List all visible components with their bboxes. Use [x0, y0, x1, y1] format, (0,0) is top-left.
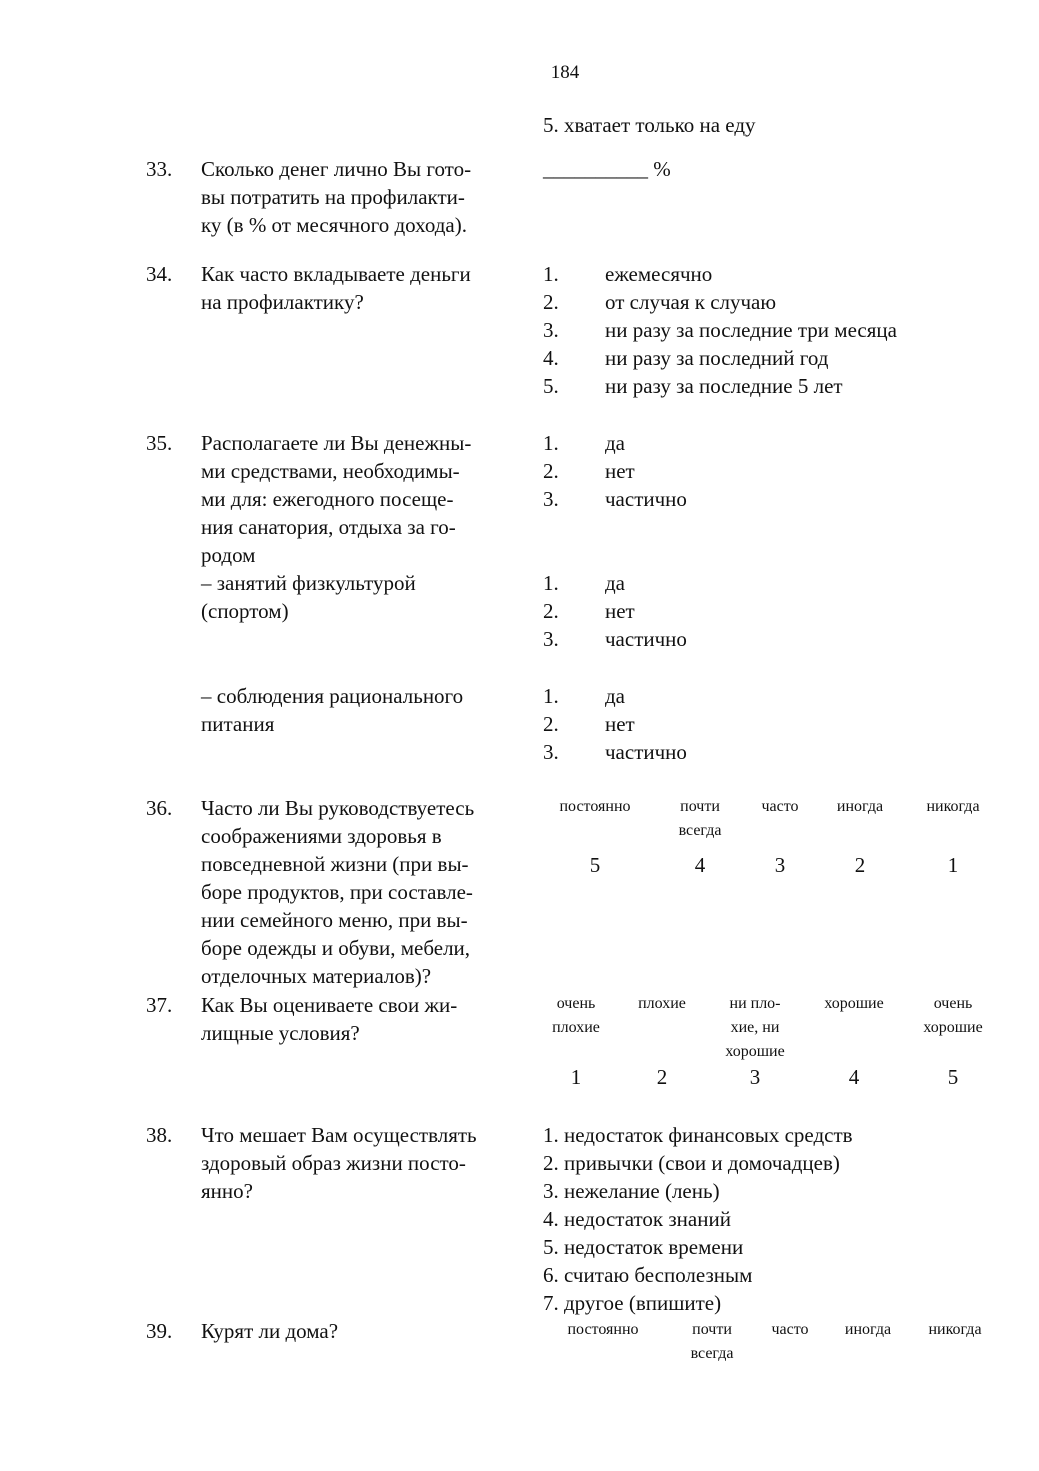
- option-item[interactable]: [543, 569, 843, 597]
- option-number: 3.: [543, 318, 559, 342]
- scale-label: никогда: [928, 1321, 982, 1338]
- scale-label: хие, ни: [730, 1019, 780, 1036]
- scale-value[interactable]: 3: [749, 1065, 761, 1089]
- question-37-number: 37.: [146, 993, 173, 1017]
- option-item[interactable]: [543, 625, 843, 653]
- question-35-number: 35.: [146, 431, 173, 455]
- option-number: 3.: [543, 627, 559, 651]
- question-line: ку (в % от месячного дохода).: [201, 213, 467, 237]
- option-number: 2.: [543, 459, 559, 483]
- question-33-text: [201, 155, 471, 239]
- scale-label: ни пло-: [729, 995, 781, 1012]
- question-line: вы потратить на профилакти-: [201, 185, 465, 209]
- option-label: частично: [605, 627, 687, 651]
- question-line: Как Вы оцениваете свои жи-: [201, 993, 458, 1017]
- option-label: ни разу за последний год: [605, 346, 829, 370]
- option-number: 3.: [543, 740, 559, 764]
- option-number: 1.: [543, 431, 559, 455]
- scale-value[interactable]: 5: [589, 853, 601, 877]
- question-line: ми для: ежегодного посеще-: [201, 487, 454, 511]
- question-38-text: [201, 1121, 477, 1205]
- option-label: нет: [605, 459, 635, 483]
- option-number: 1.: [543, 684, 559, 708]
- question-line: (спортом): [201, 599, 289, 623]
- question-line: Сколько денег лично Вы гото-: [201, 157, 472, 181]
- option-item[interactable]: 4. недостаток знаний: [543, 1207, 731, 1231]
- scale-value[interactable]: 1: [947, 853, 959, 877]
- scale-value[interactable]: 2: [854, 853, 866, 877]
- scale-label: плохие: [552, 1019, 600, 1036]
- question-39-number: 39.: [146, 1319, 173, 1343]
- option-item[interactable]: 6. считаю бесполезным: [543, 1263, 753, 1287]
- question-line: Располагаете ли Вы денежны-: [201, 431, 472, 455]
- option-item[interactable]: [543, 372, 1003, 400]
- scale-label: очень: [556, 995, 596, 1012]
- option-number: 1.: [543, 262, 559, 286]
- page-number: 184: [550, 62, 580, 83]
- scale-label: иногда: [836, 798, 884, 815]
- question-35-subtext: [201, 682, 463, 738]
- option-label: ни разу за последние 5 лет: [605, 374, 843, 398]
- question-36-text: [201, 794, 474, 990]
- scale-label: всегда: [690, 1345, 734, 1362]
- question-line: на профилактику?: [201, 290, 364, 314]
- scale-label: всегда: [678, 822, 722, 839]
- option-item[interactable]: 2. привычки (свои и домочадцев): [543, 1151, 840, 1175]
- scale-label: очень: [933, 995, 973, 1012]
- question-35-options-a: [543, 429, 843, 513]
- scale-label: часто: [771, 1321, 809, 1338]
- scale-label: никогда: [926, 798, 980, 815]
- question-line: повседневной жизни (при вы-: [201, 852, 469, 876]
- question-line: боре одежды и обуви, мебели,: [201, 936, 471, 960]
- question-line: – занятий физкультурой: [201, 571, 416, 595]
- option-number: 5.: [543, 374, 559, 398]
- option-label: да: [605, 571, 626, 595]
- question-line: Что мешает Вам осуществлять: [201, 1123, 477, 1147]
- option-number: 2.: [543, 290, 559, 314]
- question-line: лищные условия?: [201, 1021, 360, 1045]
- question-37-text: [201, 991, 457, 1047]
- scale-value[interactable]: 5: [947, 1065, 959, 1089]
- scale-label: хорошие: [725, 1043, 785, 1060]
- question-line: ния санатория, отдыха за го-: [201, 515, 456, 539]
- scale-label: хорошие: [923, 1019, 983, 1036]
- option-item[interactable]: [543, 738, 843, 766]
- carryover-option: 5. хватает только на еду: [543, 113, 756, 137]
- question-line: здоровый образ жизни посто-: [201, 1151, 466, 1175]
- question-line: Часто ли Вы руководствуетесь: [201, 796, 475, 820]
- question-line: питания: [201, 712, 275, 736]
- option-label: частично: [605, 487, 687, 511]
- option-item[interactable]: [543, 457, 843, 485]
- option-label: да: [605, 431, 626, 455]
- option-item[interactable]: 5. недостаток времени: [543, 1235, 744, 1259]
- question-line: ми средствами, необходимы-: [201, 459, 460, 483]
- option-item[interactable]: [543, 288, 1003, 316]
- option-number: 3.: [543, 487, 559, 511]
- option-label: ни разу за последние три месяца: [605, 318, 897, 342]
- question-line: Как часто вкладываете деньги: [201, 262, 471, 286]
- scale-label: хорошие: [824, 995, 884, 1012]
- question-39-text: [201, 1317, 338, 1345]
- question-line: родом: [201, 543, 256, 567]
- option-item[interactable]: [543, 597, 843, 625]
- question-line: нии семейного меню, при вы-: [201, 908, 468, 932]
- question-36-number: 36.: [146, 796, 173, 820]
- scale-value[interactable]: 1: [570, 1065, 582, 1089]
- option-number: 4.: [543, 346, 559, 370]
- option-number: 2.: [543, 599, 559, 623]
- option-item[interactable]: 1. недостаток финансовых средств: [543, 1123, 853, 1147]
- question-38-options: [543, 1121, 1003, 1317]
- option-label: частично: [605, 740, 687, 764]
- question-33-number: 33.: [146, 157, 173, 181]
- option-item[interactable]: 3. нежелание (лень): [543, 1179, 720, 1203]
- option-item[interactable]: [543, 682, 843, 710]
- option-item[interactable]: 7. другое (впишите): [543, 1291, 722, 1315]
- scale-label: плохие: [638, 995, 686, 1012]
- question-34-number: 34.: [146, 262, 173, 286]
- scale-value[interactable]: 4: [848, 1065, 860, 1089]
- scale-label: постоянно: [559, 798, 631, 815]
- scale-label: постоянно: [567, 1321, 639, 1338]
- scale-value[interactable]: 2: [656, 1065, 668, 1089]
- question-line: янно?: [201, 1179, 253, 1203]
- option-item[interactable]: [543, 710, 843, 738]
- scale-label: иногда: [844, 1321, 892, 1338]
- scale-value[interactable]: 3: [774, 853, 786, 877]
- option-label: нет: [605, 712, 635, 736]
- question-34-options: [543, 260, 1003, 400]
- question-line: соображениями здоровья в: [201, 824, 442, 848]
- option-number: 2.: [543, 712, 559, 736]
- scale-label: почти: [680, 798, 720, 815]
- option-number: 1.: [543, 571, 559, 595]
- question-35-text: [201, 429, 471, 625]
- question-line: – соблюдения рационального: [201, 684, 464, 708]
- option-item[interactable]: [543, 344, 1003, 372]
- option-item[interactable]: [543, 316, 1003, 344]
- question-line: отделочных материалов)?: [201, 964, 432, 988]
- question-line: боре продуктов, при составле-: [201, 880, 473, 904]
- scale-label: почти: [692, 1321, 732, 1338]
- option-label: ежемесячно: [605, 262, 713, 286]
- scale-label: часто: [761, 798, 799, 815]
- question-38-number: 38.: [146, 1123, 173, 1147]
- question-33-answer-blank[interactable]: __________ %: [543, 157, 671, 181]
- option-label: да: [605, 684, 626, 708]
- option-label: нет: [605, 599, 635, 623]
- question-35-options-b: [543, 569, 843, 653]
- question-line: Курят ли дома?: [201, 1319, 339, 1343]
- question-34-text: [201, 260, 471, 316]
- option-label: от случая к случаю: [605, 290, 777, 314]
- option-item[interactable]: [543, 260, 1003, 288]
- question-35-options-c: [543, 682, 843, 766]
- option-item[interactable]: [543, 485, 843, 513]
- option-item[interactable]: [543, 429, 843, 457]
- scale-value[interactable]: 4: [694, 853, 706, 877]
